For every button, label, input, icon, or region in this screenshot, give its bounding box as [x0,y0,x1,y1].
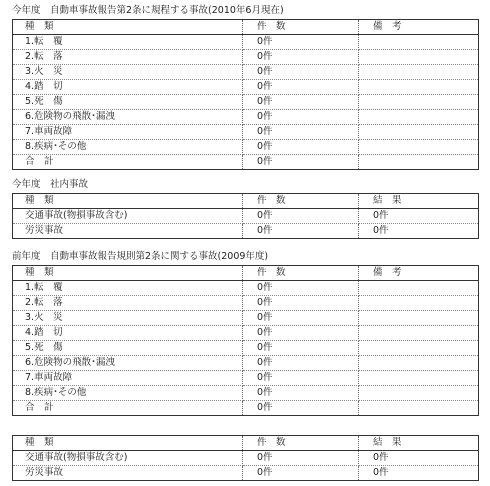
type-cell: 交通事故(物損事故含む) [13,209,243,224]
note-cell [359,371,479,386]
type-cell: 6.危険物の飛散･漏洩 [13,110,243,125]
count-cell: 0件 [243,140,359,155]
table-row [13,95,479,110]
note-cell [359,281,479,296]
type-cell: 3.火 災 [13,65,243,80]
note-cell [359,326,479,341]
table-row [13,65,479,80]
header-count: 件 数 [243,266,359,281]
header-type: 種 類 [13,266,243,281]
note-cell [359,311,479,326]
section-title: 今年度 自動車事故報告第2条に規程する事故(2010年6月現在) [12,5,284,16]
section-previous-year-internal-accidents [12,420,478,481]
table-row [13,50,479,65]
count-cell: 0件 [243,451,359,466]
table-header-row [13,194,479,209]
type-cell: 7.車両故障 [13,125,243,140]
header-result: 結 果 [359,194,479,209]
note-cell [359,110,479,125]
result-cell: 0件 [359,466,479,481]
header-type: 種 類 [13,436,243,451]
count-cell: 0件 [243,386,359,401]
count-cell: 0件 [243,155,359,170]
note-cell [359,386,479,401]
count-cell: 0件 [243,371,359,386]
table-row [13,125,479,140]
table-row [13,296,479,311]
table-row [13,341,479,356]
section-title [12,420,478,433]
header-note: 備 考 [359,266,479,281]
count-cell: 0件 [243,50,359,65]
count-cell: 0件 [243,356,359,371]
header-count: 件 数 [243,436,359,451]
table-header-row [13,20,479,35]
type-cell: 4.踏 切 [13,326,243,341]
table-row [13,386,479,401]
table-header-row [13,266,479,281]
header-type: 種 類 [13,20,243,35]
accident-table [12,19,479,170]
table-row [13,110,479,125]
count-cell: 0件 [243,326,359,341]
count-cell: 0件 [243,125,359,140]
table-total-row [13,401,479,416]
type-cell: 合 計 [13,155,243,170]
note-cell [359,155,479,170]
table-row [13,224,479,239]
table-row [13,140,479,155]
table-row [13,35,479,50]
note-cell [359,95,479,110]
type-cell: 8.疾病･その他 [13,386,243,401]
type-cell: 5.死 傷 [13,341,243,356]
note-cell [359,296,479,311]
table-row [13,281,479,296]
accident-table [12,265,479,416]
table-total-row [13,155,479,170]
type-cell: 合 計 [13,401,243,416]
table-row [13,466,479,481]
header-type: 種 類 [13,194,243,209]
type-cell: 3.火 災 [13,311,243,326]
header-note: 備 考 [359,20,479,35]
section-current-year-internal-accidents [12,178,478,239]
note-cell [359,35,479,50]
type-cell: 2.転 落 [13,296,243,311]
table-row [13,371,479,386]
result-cell: 0件 [359,224,479,239]
section-previous-year-accidents [12,250,478,416]
table-row [13,356,479,371]
count-cell: 0件 [243,466,359,481]
count-cell: 0件 [243,80,359,95]
count-cell: 0件 [243,35,359,50]
count-cell: 0件 [243,281,359,296]
type-cell: 2.転 落 [13,50,243,65]
count-cell: 0件 [243,224,359,239]
section-title: 今年度 社内事故 [12,179,89,190]
type-cell: 交通事故(物損事故含む) [13,451,243,466]
type-cell: 1.転 覆 [13,35,243,50]
count-cell: 0件 [243,311,359,326]
type-cell: 5.死 傷 [13,95,243,110]
table-row [13,326,479,341]
count-cell: 0件 [243,341,359,356]
type-cell: 労災事故 [13,466,243,481]
count-cell: 0件 [243,65,359,80]
note-cell [359,125,479,140]
table-row [13,451,479,466]
note-cell [359,80,479,95]
type-cell: 1.転 覆 [13,281,243,296]
table-row [13,311,479,326]
header-count: 件 数 [243,20,359,35]
type-cell: 7.車両故障 [13,371,243,386]
type-cell: 4.踏 切 [13,80,243,95]
header-result: 結 果 [359,436,479,451]
count-cell: 0件 [243,401,359,416]
count-cell: 0件 [243,209,359,224]
note-cell [359,341,479,356]
count-cell: 0件 [243,110,359,125]
header-count: 件 数 [243,194,359,209]
count-cell: 0件 [243,296,359,311]
count-cell: 0件 [243,95,359,110]
note-cell [359,50,479,65]
result-cell: 0件 [359,451,479,466]
note-cell [359,356,479,371]
section-current-year-accidents [12,4,478,170]
result-cell: 0件 [359,209,479,224]
note-cell [359,401,479,416]
internal-accident-table [12,435,479,481]
table-row [13,80,479,95]
table-row [13,209,479,224]
type-cell: 8.疾病･その他 [13,140,243,155]
note-cell [359,65,479,80]
internal-accident-table [12,193,479,239]
section-title: 前年度 自動車事故報告規則第2条に関する事故(2009年度) [12,251,269,262]
type-cell: 労災事故 [13,224,243,239]
note-cell [359,140,479,155]
table-header-row [13,436,479,451]
type-cell: 6.危険物の飛散･漏洩 [13,356,243,371]
